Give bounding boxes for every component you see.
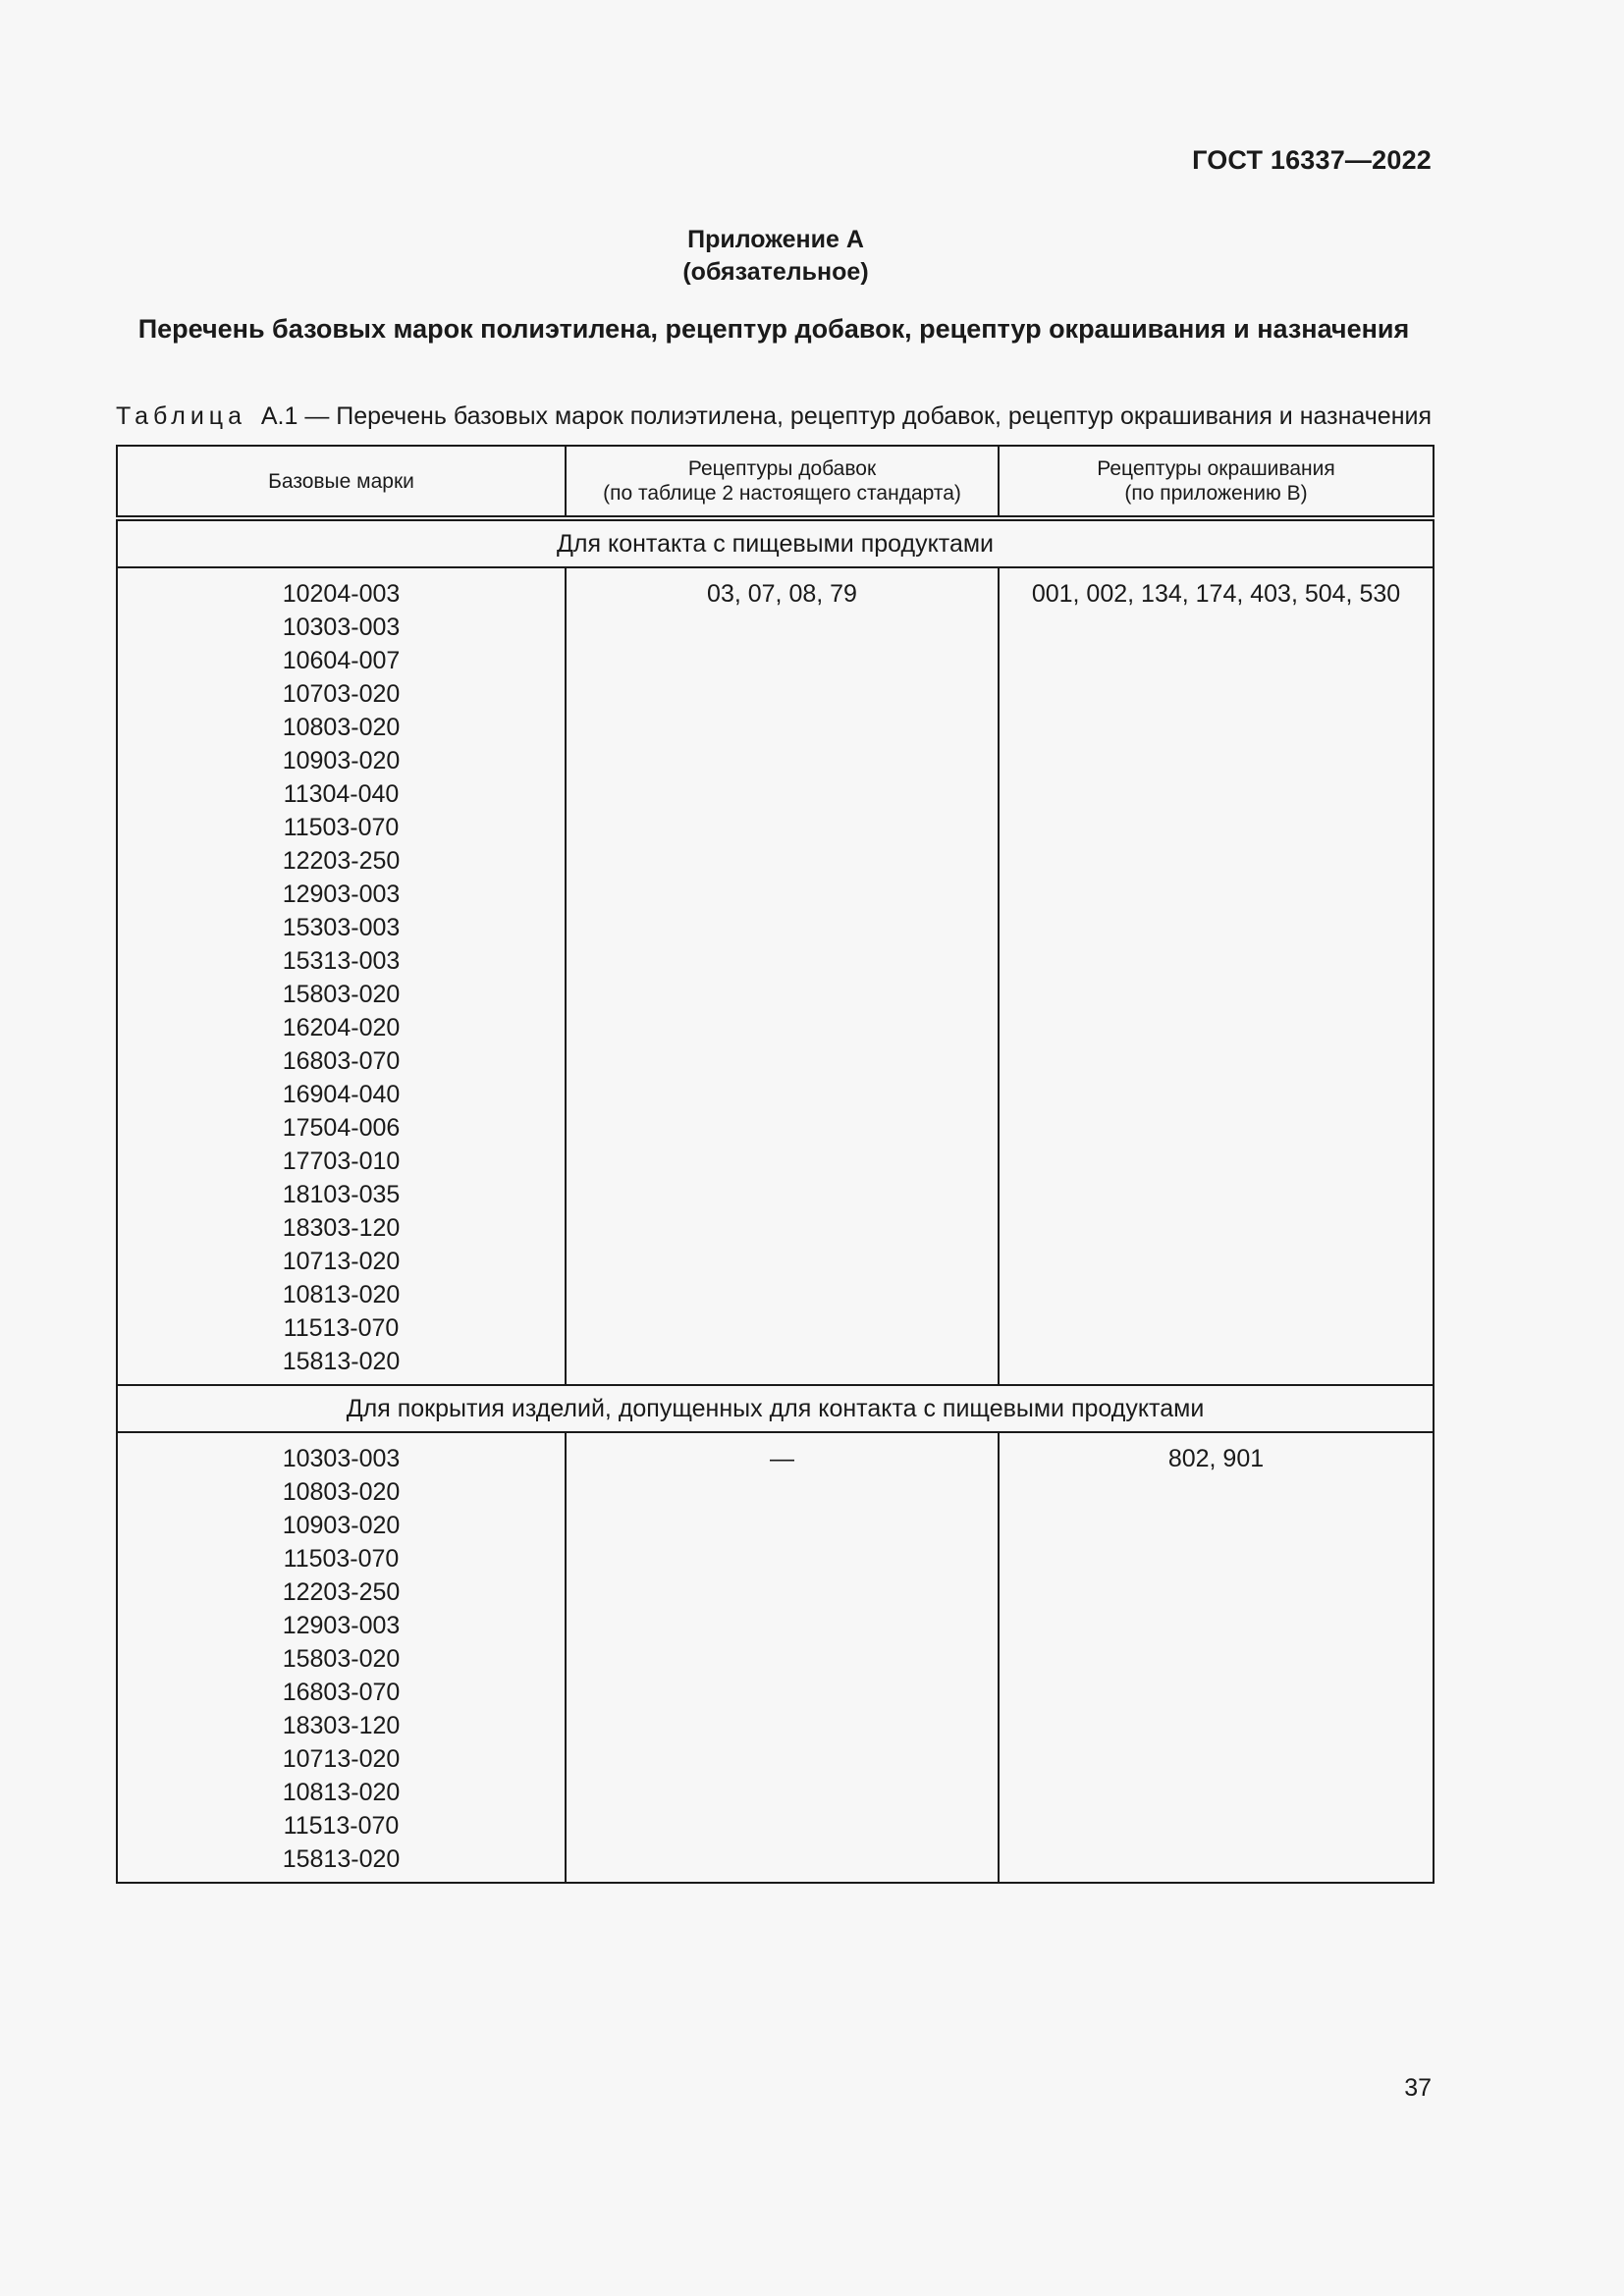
page-number: 37: [1404, 2074, 1432, 2102]
grade-item: 11503-070: [283, 814, 400, 841]
grade-item: 16803-070: [282, 1679, 401, 1706]
grade-item: 18303-120: [282, 1712, 401, 1739]
section-data-row: [117, 567, 1434, 1385]
column-header-coloring-line2: (по приложению В): [1124, 482, 1308, 505]
appendix-title: Приложение А: [687, 226, 864, 253]
grades-table: [116, 445, 1435, 1884]
grade-item: 16904-040: [282, 1081, 401, 1108]
column-header-coloring-line1: Рецептуры окрашивания: [1097, 457, 1335, 480]
section-title: Для контакта с пищевыми продуктами: [117, 518, 1434, 567]
column-header-base-grades-label: Базовые марки: [268, 469, 414, 493]
additives-value: —: [770, 1445, 794, 1472]
table-caption-text: А.1 — Перечень базовых марок полиэтилена, рецептур добавок, рецептур окрашивания и назначения: [260, 402, 1432, 430]
additives-value: 03, 07, 08, 79: [707, 580, 857, 608]
grade-item: 10713-020: [282, 1248, 401, 1275]
grade-item: 12903-003: [282, 1612, 401, 1639]
grade-item: 10303-003: [282, 614, 401, 641]
grade-item: 11513-070: [283, 1314, 400, 1342]
column-header-base-grades: [117, 446, 566, 518]
grade-item: 10604-007: [282, 647, 401, 674]
grade-item: 10813-020: [282, 1779, 401, 1806]
column-header-additives-line2: (по таблице 2 настоящего стандарта): [603, 482, 961, 505]
section-title-row: [117, 518, 1434, 567]
grade-item: 10903-020: [282, 1512, 401, 1539]
grade-item: 10713-020: [282, 1745, 401, 1773]
grade-item: 11503-070: [283, 1545, 400, 1573]
additives-cell: [566, 567, 999, 1385]
grade-item: 18303-120: [282, 1214, 401, 1242]
grade-item: 10803-020: [282, 1478, 401, 1506]
grade-item: 16803-070: [282, 1047, 401, 1075]
table-caption-label: Таблица: [116, 402, 247, 430]
appendix-heading: Перечень базовых марок полиэтилена, рецептур добавок, рецептур окрашивания и назначения: [137, 314, 1410, 344]
grade-item: 10303-003: [282, 1445, 401, 1472]
coloring-value: 802, 901: [1167, 1445, 1265, 1472]
grade-item: 10813-020: [282, 1281, 401, 1308]
base-grades-cell: [117, 567, 566, 1385]
additives-cell: [566, 1432, 999, 1883]
grade-item: 15303-003: [282, 914, 401, 941]
coloring-cell: [999, 567, 1434, 1385]
grade-item: 10703-020: [282, 680, 401, 708]
grade-item: 12903-003: [282, 881, 401, 908]
grade-item: 10803-020: [282, 714, 401, 741]
grade-item: 11513-070: [283, 1812, 400, 1840]
grade-item: 10204-003: [282, 580, 401, 608]
grade-item: 15813-020: [282, 1845, 401, 1873]
grade-item: 10903-020: [282, 747, 401, 774]
grade-item: 12203-250: [282, 1578, 401, 1606]
section-title-row: [117, 1385, 1434, 1432]
grade-item: 11304-040: [283, 780, 400, 808]
grade-item: 18103-035: [282, 1181, 401, 1208]
base-grades-cell: [117, 1432, 566, 1883]
column-header-additives-line1: Рецептуры добавок: [687, 457, 877, 480]
grade-item: 16204-020: [282, 1014, 401, 1041]
grade-item: 17504-006: [282, 1114, 401, 1142]
column-header-coloring: [999, 446, 1434, 518]
table-header-row: [117, 446, 1434, 518]
grade-item: 17703-010: [282, 1148, 401, 1175]
grade-item: 12203-250: [282, 847, 401, 875]
appendix-status: (обязательное): [682, 258, 869, 286]
coloring-value: 001, 002, 134, 174, 403, 504, 530: [1031, 580, 1401, 608]
column-header-additives: [566, 446, 999, 518]
table-caption: [116, 402, 1432, 431]
document-code: ГОСТ 16337—2022: [1192, 145, 1432, 175]
grade-item: 15803-020: [282, 981, 401, 1008]
grade-item: 15313-003: [282, 947, 401, 975]
section-title: Для покрытия изделий, допущенных для контакта с пищевыми продуктами: [117, 1385, 1434, 1432]
appendix-header: [0, 224, 1551, 289]
section-data-row: [117, 1432, 1434, 1883]
grade-item: 15813-020: [282, 1348, 401, 1375]
coloring-cell: [999, 1432, 1434, 1883]
grade-item: 15803-020: [282, 1645, 401, 1673]
